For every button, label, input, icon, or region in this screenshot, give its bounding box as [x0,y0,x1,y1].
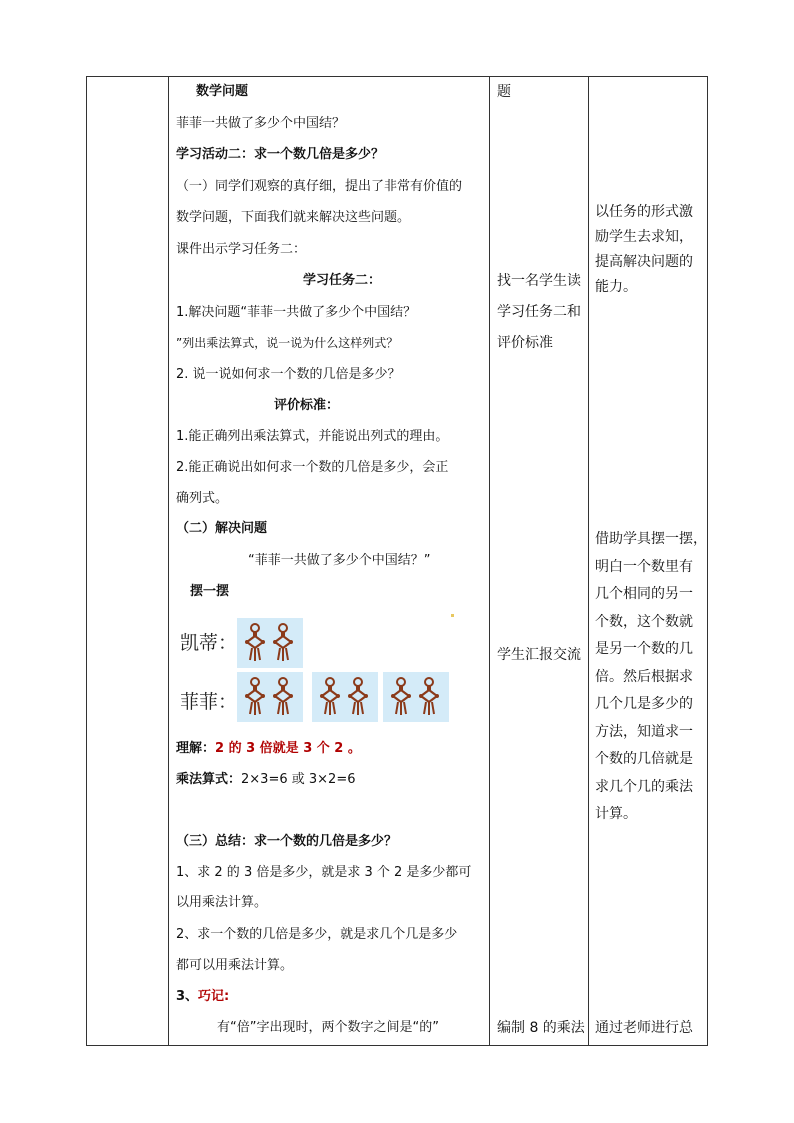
student-activity-a: 题 [497,84,511,100]
understanding-line [176,740,361,758]
table-right-border [707,76,708,1046]
design-intent-1 [595,200,707,300]
tip-number: 3、 [176,989,199,1004]
formula-line [176,771,355,789]
formula-text: 2×3=6 或 3×2=6 [241,772,356,787]
tip-text: 有“倍”字出现时，两个数字之间是“的” [217,1020,439,1035]
column-divider-1 [168,76,169,1046]
intent-line: 提高解决问题的 [595,254,693,270]
chinese-knot-icon [273,676,293,716]
label-feifei: 菲菲： [180,691,238,713]
understanding-text: 2 的 3 倍就是 3 个 2 。 [215,741,361,756]
decorative-dot [451,614,454,617]
chinese-knot-icon [320,676,340,716]
intent-line: 是另一个数的几 [595,641,693,657]
intent-line: 借助学具摆一摆， [595,531,707,547]
column-divider-2 [489,76,490,1046]
intent-line: 个数的几倍就是 [595,751,693,767]
criteria-item-2a: 2.能正确说出如何求一个数的几倍是多少，会正 [176,460,449,475]
criteria-item-1: 1.能正确列出乘法算式，并能说出列式的理由。 [176,429,449,444]
intent-line: 能力。 [595,279,637,295]
summary-2b: 都可以用乘法计算。 [176,958,294,973]
courseware-text: 课件出示学习任务二： [176,242,307,257]
chinese-knot-icon [273,622,293,662]
design-intent-2 [595,526,707,829]
student-activity-b2: 学习任务二和 [497,304,581,320]
intent-line: 方法，知道求一 [595,723,693,740]
chinese-knot-icon [245,676,265,716]
table-top-border [86,76,708,77]
intent-line: 个数，这个数就 [595,613,693,630]
section-three-heading: （三）总结：求一个数的几倍是多少？ [176,834,398,849]
criteria-item-2b: 确列式。 [176,491,229,506]
intent-line: 计算。 [595,806,637,822]
question-quote: “菲菲一共做了多少个中国结？” [248,553,431,568]
arrange-label: 摆一摆 [190,584,230,599]
chinese-knot-icon [391,676,411,716]
label-kaidi: 凯蒂： [180,632,238,654]
intent-line: 几个相同的另一 [595,586,693,602]
tip-line [176,988,229,1006]
student-activity-c: 学生汇报交流 [497,647,581,663]
chinese-knot-icon [348,676,368,716]
intro-text-2: 数学问题，下面我们就来解决这些问题。 [176,210,411,225]
student-activity-b1: 找一名学生读 [497,273,581,289]
activity-two-heading: 学习活动二：求一个数几倍是多少？ [176,147,385,162]
task-two-title: 学习任务二： [303,273,382,288]
summary-2a: 2、求一个数的几倍是多少，就是求几个几是多少 [176,927,458,942]
summary-1b: 以用乘法计算。 [176,895,268,910]
column-divider-3 [588,76,589,1046]
table-bottom-border [86,1045,708,1046]
intent-line: 明白一个数里有 [595,558,693,575]
chinese-knot-icon [245,622,265,662]
formula-label: 乘法算式： [176,772,242,787]
intent-line: 求几个几的乘法 [595,778,693,795]
chinese-knot-icon [419,676,439,716]
table-left-border [86,76,87,1046]
task-item-1a: 1.解决问题“菲菲一共做了多少个中国结？ [176,305,417,320]
student-activity-b3: 评价标准 [497,335,553,351]
intent-line: 倍。然后根据求 [595,668,693,685]
intent-line: 励学生去求知， [595,229,693,245]
task-item-1b: ”列出乘法算式，说一说为什么这样列式？ [176,336,399,350]
student-activity-d: 编制 8 的乘法 [497,1020,585,1036]
question-line: 菲菲一共做了多少个中国结？ [176,116,346,131]
understanding-label: 理解： [176,741,216,756]
section-two-heading: （二）解决问题 [176,521,268,536]
intent-line: 几个几是多少的 [595,696,693,712]
criteria-title: 评价标准： [274,398,340,413]
intro-text-1: （一）同学们观察的真仔细，提出了非常有价值的 [176,179,463,194]
intent-line: 以任务的形式激 [595,204,693,220]
summary-1a: 1、求 2 的 3 倍是多少，就是求 3 个 2 是多少都可 [176,865,472,880]
design-intent-3: 通过老师进行总 [595,1020,693,1036]
tip-label: 巧记: [198,989,230,1004]
math-problem-heading: 数学问题 [196,84,249,99]
task-item-2: 2. 说一说如何求一个数的几倍是多少？ [176,367,401,382]
